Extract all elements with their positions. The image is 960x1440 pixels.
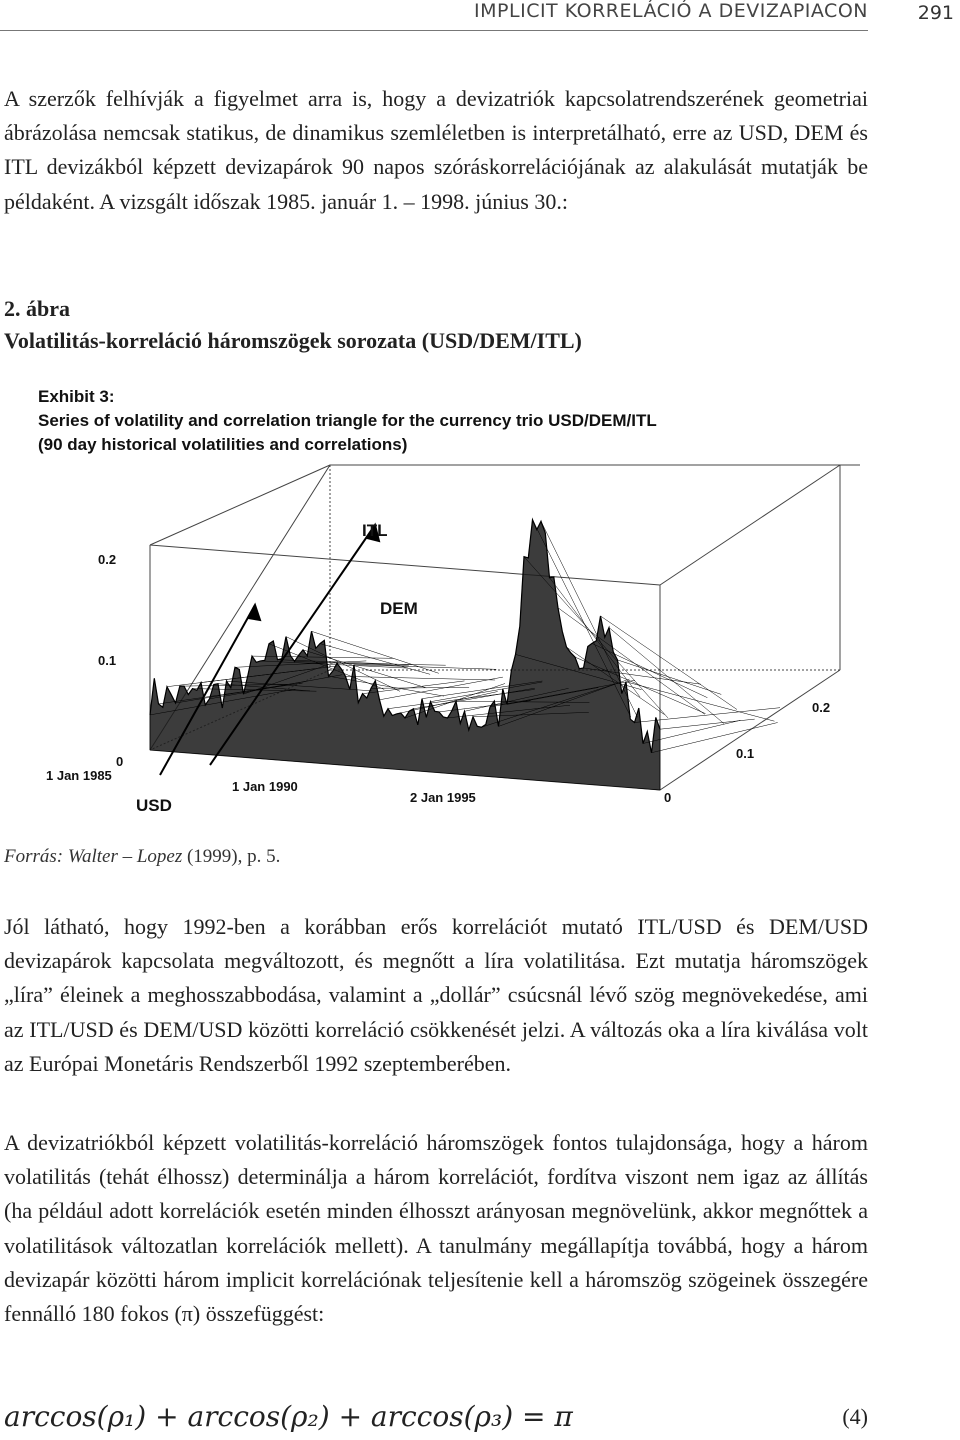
mesh-line xyxy=(363,681,465,694)
chart-title-line-3: (90 day historical volatilities and correlations) xyxy=(38,435,408,454)
mesh-line xyxy=(346,676,496,680)
surface-mesh xyxy=(150,520,780,790)
chart-title-line-2: Series of volatility and correlation triangle for the currency trio USD/DEM/ITL xyxy=(38,411,657,430)
time-tick-0: 1 Jan 1985 xyxy=(46,768,112,783)
source-authors: Forrás: Walter – Lopez xyxy=(4,846,183,867)
analysis-paragraph: Jól látható, hogy 1992-ben a korábban erős korrelációt mutató ITL/USD és DEM/USD devizapárok kapcsolata megváltozott, és megnőtt a líra volatilitása. Ezt mutatja háromszögek „líra” éleinek a meghosszabbodása, valamint a „dollár” csúcsnál lévő szög megnövekedése, ami az ITL/USD és DEM/USD közötti korreláció csökkenését jelzi. A változás oka a líra kiválása volt az Európai Monetáris Rendszerből 1992 szeptemberében. xyxy=(4,914,868,1076)
depth-tick-0: 0.2 xyxy=(812,700,831,715)
exhibit-chart xyxy=(20,380,860,820)
mesh-line xyxy=(660,719,755,729)
page-number: 291 xyxy=(917,2,954,24)
vertex-label-usd: USD xyxy=(136,796,172,815)
depth-tick-2: 0 xyxy=(664,790,672,805)
z-tick-2: 0 xyxy=(116,754,124,769)
figure-source xyxy=(4,846,280,868)
intro-paragraph: A szerzők felhívják a figyelmet arra is, hogy a devizatriók kapcsolatrendszerének geometriai ábrázolása nemcsak statikus, de dinamikus szemléletben is interpretálható, erre az USD, DEM és ITL devizákból képzett devizapárok 90 napos szóráskorrelációjának az alakulását mutatják be példaként. A vizsgált időszak 1985. január 1. – 1998. június 30.: xyxy=(4,86,868,214)
z-tick-1: 0.1 xyxy=(98,653,117,668)
chart-title-line-1: Exhibit 3: xyxy=(38,387,115,406)
equation-number: (4) xyxy=(842,1404,868,1429)
header-rule xyxy=(0,30,868,31)
exhibit-chart-svg xyxy=(20,380,860,820)
mesh-line xyxy=(626,682,775,721)
mesh-line xyxy=(380,677,503,700)
figure-title: Volatilitás-korreláció háromszögek sorozata (USD/DEM/ITL) xyxy=(4,328,582,353)
mesh-line xyxy=(618,660,722,695)
property-paragraph: A devizatriókból képzett volatilitás-korreláció háromszögek fontos tulajdonsága, hogy a három volatilitás (tehát élhossz) determinálja a három korrelációt, fordítva viszont nem igaz az állítás (ha például adott korrelációk esetén minden élhosszt arányosan megnövelünk, akkor megnőttek a volatilitások változatlan korrelációk mellett). A tanulmány megállapítja továbbá, hogy a három devizapár közötti három implicit korrelációnak teljesítenie kell a háromszög szögeinek összegére fennálló 180 fokos (π) összefüggést: xyxy=(4,1130,868,1327)
z-tick-0: 0.2 xyxy=(98,552,117,567)
equation-formula: arccos(ρ₁) + arccos(ρ₂) + arccos(ρ₃) = π xyxy=(4,1400,573,1433)
source-citation: (1999), p. 5. xyxy=(182,846,281,867)
running-header: IMPLICIT KORRELÁCIÓ A DEVIZAPIACON xyxy=(474,0,868,22)
mesh-line xyxy=(371,687,469,688)
vertex-label-itl: ITL xyxy=(362,521,388,540)
depth-tick-1: 0.1 xyxy=(736,746,755,761)
time-tick-2: 2 Jan 1995 xyxy=(410,790,476,805)
mesh-line xyxy=(652,723,778,753)
figure-label: 2. ábra xyxy=(4,296,70,321)
vertex-label-dem: DEM xyxy=(380,599,418,618)
time-tick-1: 1 Jan 1990 xyxy=(232,779,298,794)
